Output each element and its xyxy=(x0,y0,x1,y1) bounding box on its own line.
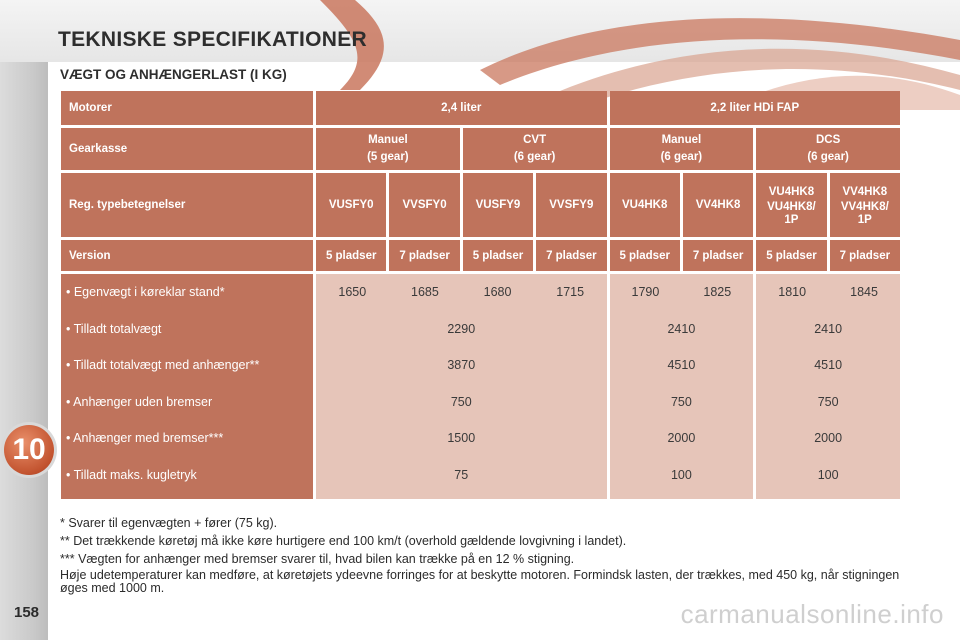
value-cell: 100 xyxy=(817,467,839,482)
gearbox-name: Manuel xyxy=(368,134,408,146)
reg-code: VUSFY0 xyxy=(316,173,386,237)
reg-code: VV4HK8 xyxy=(683,173,753,237)
version-cell: 5 pladser xyxy=(756,240,826,271)
gearbox-detail: (6 gear) xyxy=(660,151,703,163)
gearbox-name: CVT xyxy=(523,134,547,146)
left-strip xyxy=(0,62,48,640)
value-cell: 2000 xyxy=(814,431,843,445)
engine-24: 2,4 liter xyxy=(316,91,607,125)
version-cell: 7 pladser xyxy=(536,240,606,271)
gearbox-detail: (6 gear) xyxy=(807,151,849,163)
version-cell: 5 pladser xyxy=(463,240,533,271)
value-cell: 2000 xyxy=(667,431,696,445)
chapter-badge: 10 xyxy=(4,425,54,475)
value-cell: 2290 xyxy=(447,321,476,336)
values-hdi-dcs xyxy=(756,274,900,499)
gearbox-manual-6 xyxy=(610,128,754,170)
footnotes xyxy=(60,515,910,597)
reg-code-line: VU4HK8/ xyxy=(767,200,816,213)
motor-label: Motorer xyxy=(61,91,313,125)
values-24-liter xyxy=(316,274,607,499)
value-cell: 1845 xyxy=(850,285,878,299)
version-cell: 7 pladser xyxy=(830,240,900,271)
spec-table xyxy=(58,88,903,502)
page-title: TEKNISKE SPECIFIKATIONER xyxy=(58,28,368,51)
gearbox-dcs xyxy=(756,128,900,170)
reg-code-line: VV4HK8/ xyxy=(840,200,889,213)
value-cell: 750 xyxy=(450,394,472,409)
watermark: carmanualsonline.info xyxy=(680,599,944,629)
value-cell: 1790 xyxy=(631,285,660,299)
value-cell: 4510 xyxy=(667,358,696,372)
reg-code-multi xyxy=(756,173,826,237)
gearbox-label: Gearkasse xyxy=(61,128,313,170)
gearbox-name: Manuel xyxy=(661,134,702,146)
reg-code: VUSFY9 xyxy=(463,173,533,237)
footnote: Høje udetemperaturer kan medføre, at køretøjets ydeevne forringes for at beskytte motoren. Formindsk lasten, der trækkes, med 450 kg, når stigningen øges med 1000 m. xyxy=(60,568,900,595)
value-cell: 75 xyxy=(454,467,469,482)
value-cell: 1650 xyxy=(338,285,367,299)
reg-code: VVSFY9 xyxy=(536,173,606,237)
gearbox-cvt xyxy=(463,128,607,170)
version-cell: 5 pladser xyxy=(610,240,680,271)
version-row xyxy=(61,240,900,271)
reg-code: VVSFY0 xyxy=(389,173,459,237)
reg-code: VU4HK8 xyxy=(610,173,680,237)
value-cell: 750 xyxy=(670,394,692,409)
values-hdi-manual xyxy=(610,274,754,499)
row-label: • Egenvægt i køreklar stand* xyxy=(66,285,225,299)
section-title: VÆGT OG ANHÆNGERLAST (I KG) xyxy=(60,67,287,82)
value-cell: 1715 xyxy=(556,285,585,299)
page-number: 158 xyxy=(14,604,40,621)
value-cell: 1825 xyxy=(703,285,732,299)
row-label: • Tilladt maks. kugletryk xyxy=(66,467,197,482)
value-cell: 2410 xyxy=(814,321,843,336)
gearbox-detail: (6 gear) xyxy=(513,151,556,163)
footnote: *** Vægten for anhænger med bremser svarer til, hvad bilen kan trække på en 12 % stigning. xyxy=(60,552,575,566)
reg-label: Reg. typebetegnelser xyxy=(61,173,313,237)
weights-row xyxy=(61,274,900,499)
gearbox-detail: (5 gear) xyxy=(367,151,409,163)
version-cell: 7 pladser xyxy=(683,240,753,271)
gearbox-name: DCS xyxy=(815,134,841,146)
value-cell: 750 xyxy=(817,394,839,409)
version-label: Version xyxy=(61,240,313,271)
value-cell: 4510 xyxy=(814,358,843,372)
reg-row xyxy=(61,173,900,237)
reg-code-line: 1P xyxy=(784,213,799,226)
value-cell: 2410 xyxy=(667,321,696,336)
reg-code-line: VU4HK8 xyxy=(768,185,815,198)
curb-weight-row xyxy=(756,280,900,317)
row-labels xyxy=(61,274,313,499)
value-cell: 100 xyxy=(670,467,692,482)
curb-weight-row xyxy=(610,280,754,317)
value-cell: 3870 xyxy=(447,358,476,372)
gearbox-row xyxy=(61,128,900,170)
value-cell: 1810 xyxy=(778,285,807,299)
reg-code-line: VV4HK8 xyxy=(842,185,888,198)
gearbox-manual-5 xyxy=(316,128,460,170)
row-label: • Tilladt totalvægt xyxy=(66,321,162,336)
reg-code-multi xyxy=(830,173,900,237)
value-cell: 1680 xyxy=(483,285,512,299)
footnote: ** Det trækkende køretøj må ikke køre hurtigere end 100 km/t (overhold gældende lovgivning i landet). xyxy=(60,534,627,548)
engine-22-hdi: 2,2 liter HDi FAP xyxy=(610,91,901,125)
value-cell: 1500 xyxy=(447,431,476,445)
version-cell: 7 pladser xyxy=(389,240,459,271)
value-cell: 1685 xyxy=(411,285,439,299)
row-label: • Tilladt totalvægt med anhænger** xyxy=(66,358,260,372)
reg-code-line: 1P xyxy=(857,213,872,226)
row-label: • Anhænger uden bremser xyxy=(66,394,213,409)
motor-row xyxy=(61,91,900,125)
row-label: • Anhænger med bremser*** xyxy=(66,431,224,445)
curb-weight-row xyxy=(316,280,607,317)
version-cell: 5 pladser xyxy=(316,240,386,271)
footnote: * Svarer til egenvægten + fører (75 kg). xyxy=(60,516,278,530)
